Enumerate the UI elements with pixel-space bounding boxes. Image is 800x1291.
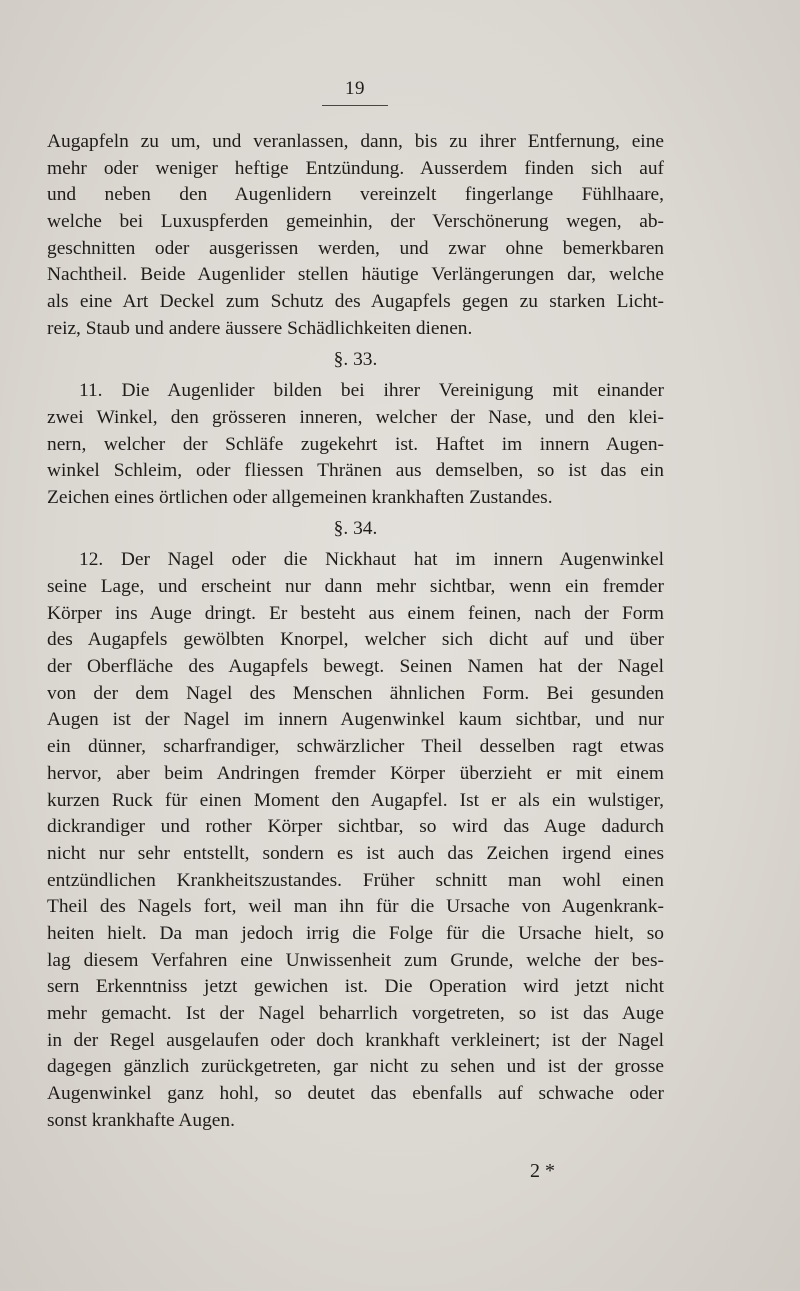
text-line: der Oberfläche des Augapfels bewegt. Seinen Namen hat der Nagel [47,656,664,678]
text-line: lag diesem Verfahren eine Unwissenheit zum Grunde, welche der bes- [47,949,664,971]
text-line: in der Regel ausgelaufen oder doch krankhaft verkleinert; ist der Nagel [47,1029,664,1051]
page-number: 19 [345,78,365,99]
text-line: zwei Winkel, den grösseren inneren, welcher der Nase, und den klei- [47,406,664,428]
text-line: mehr oder weniger heftige Entzündung. Ausserdem finden sich auf [47,157,664,179]
text-line: kurzen Ruck für einen Moment den Augapfel. Ist er als ein wulstiger, [47,789,664,811]
text-line: hervor, aber beim Andringen fremder Körper überzieht er mit einem [47,762,664,784]
paragraph-12 [47,547,664,1134]
text-line: sonst krankhafte Augen. [47,1109,235,1131]
text-line: 12. Der Nagel oder die Nickhaut hat im innern Augenwinkel [79,549,664,571]
signature-mark: 2 * [530,1160,555,1182]
paragraph-eyelids [47,129,664,343]
paragraph-11 [47,378,664,511]
text-line: reiz, Staub und andere äussere Schädlichkeiten dienen. [47,317,473,339]
text-line: sern Erkenntniss jetzt gewichen ist. Die Operation wird jetzt nicht [47,976,664,998]
text-line: Augen ist der Nagel im innern Augenwinkel kaum sichtbar, und nur [47,709,664,731]
section-heading-33: §. 33. [333,348,378,370]
text-line: Augapfeln zu um, und veranlassen, dann, bis zu ihrer Entfernung, eine [47,131,664,152]
text-line: und neben den Augenlidern vereinzelt fingerlange Fühlhaare, [47,184,664,206]
text-line: von der dem Nagel des Menschen ähnlichen Form. Bei gesunden [47,682,664,704]
text-line: Zeichen eines örtlichen oder allgemeinen krankhaften Zustandes. [47,486,553,508]
body-text [47,129,664,1134]
header-rule [322,105,388,106]
text-line: seine Lage, und erscheint nur dann mehr sichtbar, wenn ein fremder [47,576,664,597]
text-line: dickrandiger und rother Körper sichtbar, so wird das Auge dadurch [47,816,664,838]
text-line: ein dünner, scharfrandiger, schwärzlicher Theil desselben ragt etwas [47,736,664,758]
text-line: Augenwinkel ganz hohl, so deutet das ebenfalls auf schwache oder [47,1083,664,1105]
text-line: 11. Die Augenlider bilden bei ihrer Vereinigung mit einander [79,380,664,402]
text-line: als eine Art Deckel zum Schutz des Augapfels gegen zu starken Licht- [47,291,664,313]
text-line: Nachtheil. Beide Augenlider stellen häutige Verlängerungen dar, welche [47,264,664,286]
text-line: heiten hielt. Da man jedoch irrig die Folge für die Ursache hielt, so [47,922,664,944]
text-line: mehr gemacht. Ist der Nagel beharrlich vorgetreten, so ist das Auge [47,1003,664,1024]
text-line: des Augapfels gewölbten Knorpel, welcher sich dicht auf und über [47,629,664,651]
text-line: winkel Schleim, oder fliessen Thränen aus demselben, so ist das ein [47,460,664,482]
text-line: nicht nur sehr entstellt, sondern es ist auch das Zeichen irgend eines [47,842,664,864]
page-header [0,78,800,112]
text-line: nern, welcher der Schläfe zugekehrt ist. Haftet im innern Augen- [47,433,664,455]
section-heading-34: §. 34. [333,517,378,539]
text-line: Theil des Nagels fort, weil man ihn für die Ursache von Augenkrank- [47,896,664,918]
text-line: entzündlichen Krankheitszustandes. Früher schnitt man wohl einen [47,869,664,891]
text-line: geschnitten oder ausgerissen werden, und zwar ohne bemerkbaren [47,237,664,259]
text-line: dagegen gänzlich zurückgetreten, gar nicht zu sehen und ist der grosse [47,1056,664,1078]
text-line: Körper ins Auge dringt. Er besteht aus einem feinen, nach der Form [47,602,664,624]
text-line: welche bei Luxuspferden gemeinhin, der Verschönerung wegen, ab- [47,211,664,233]
